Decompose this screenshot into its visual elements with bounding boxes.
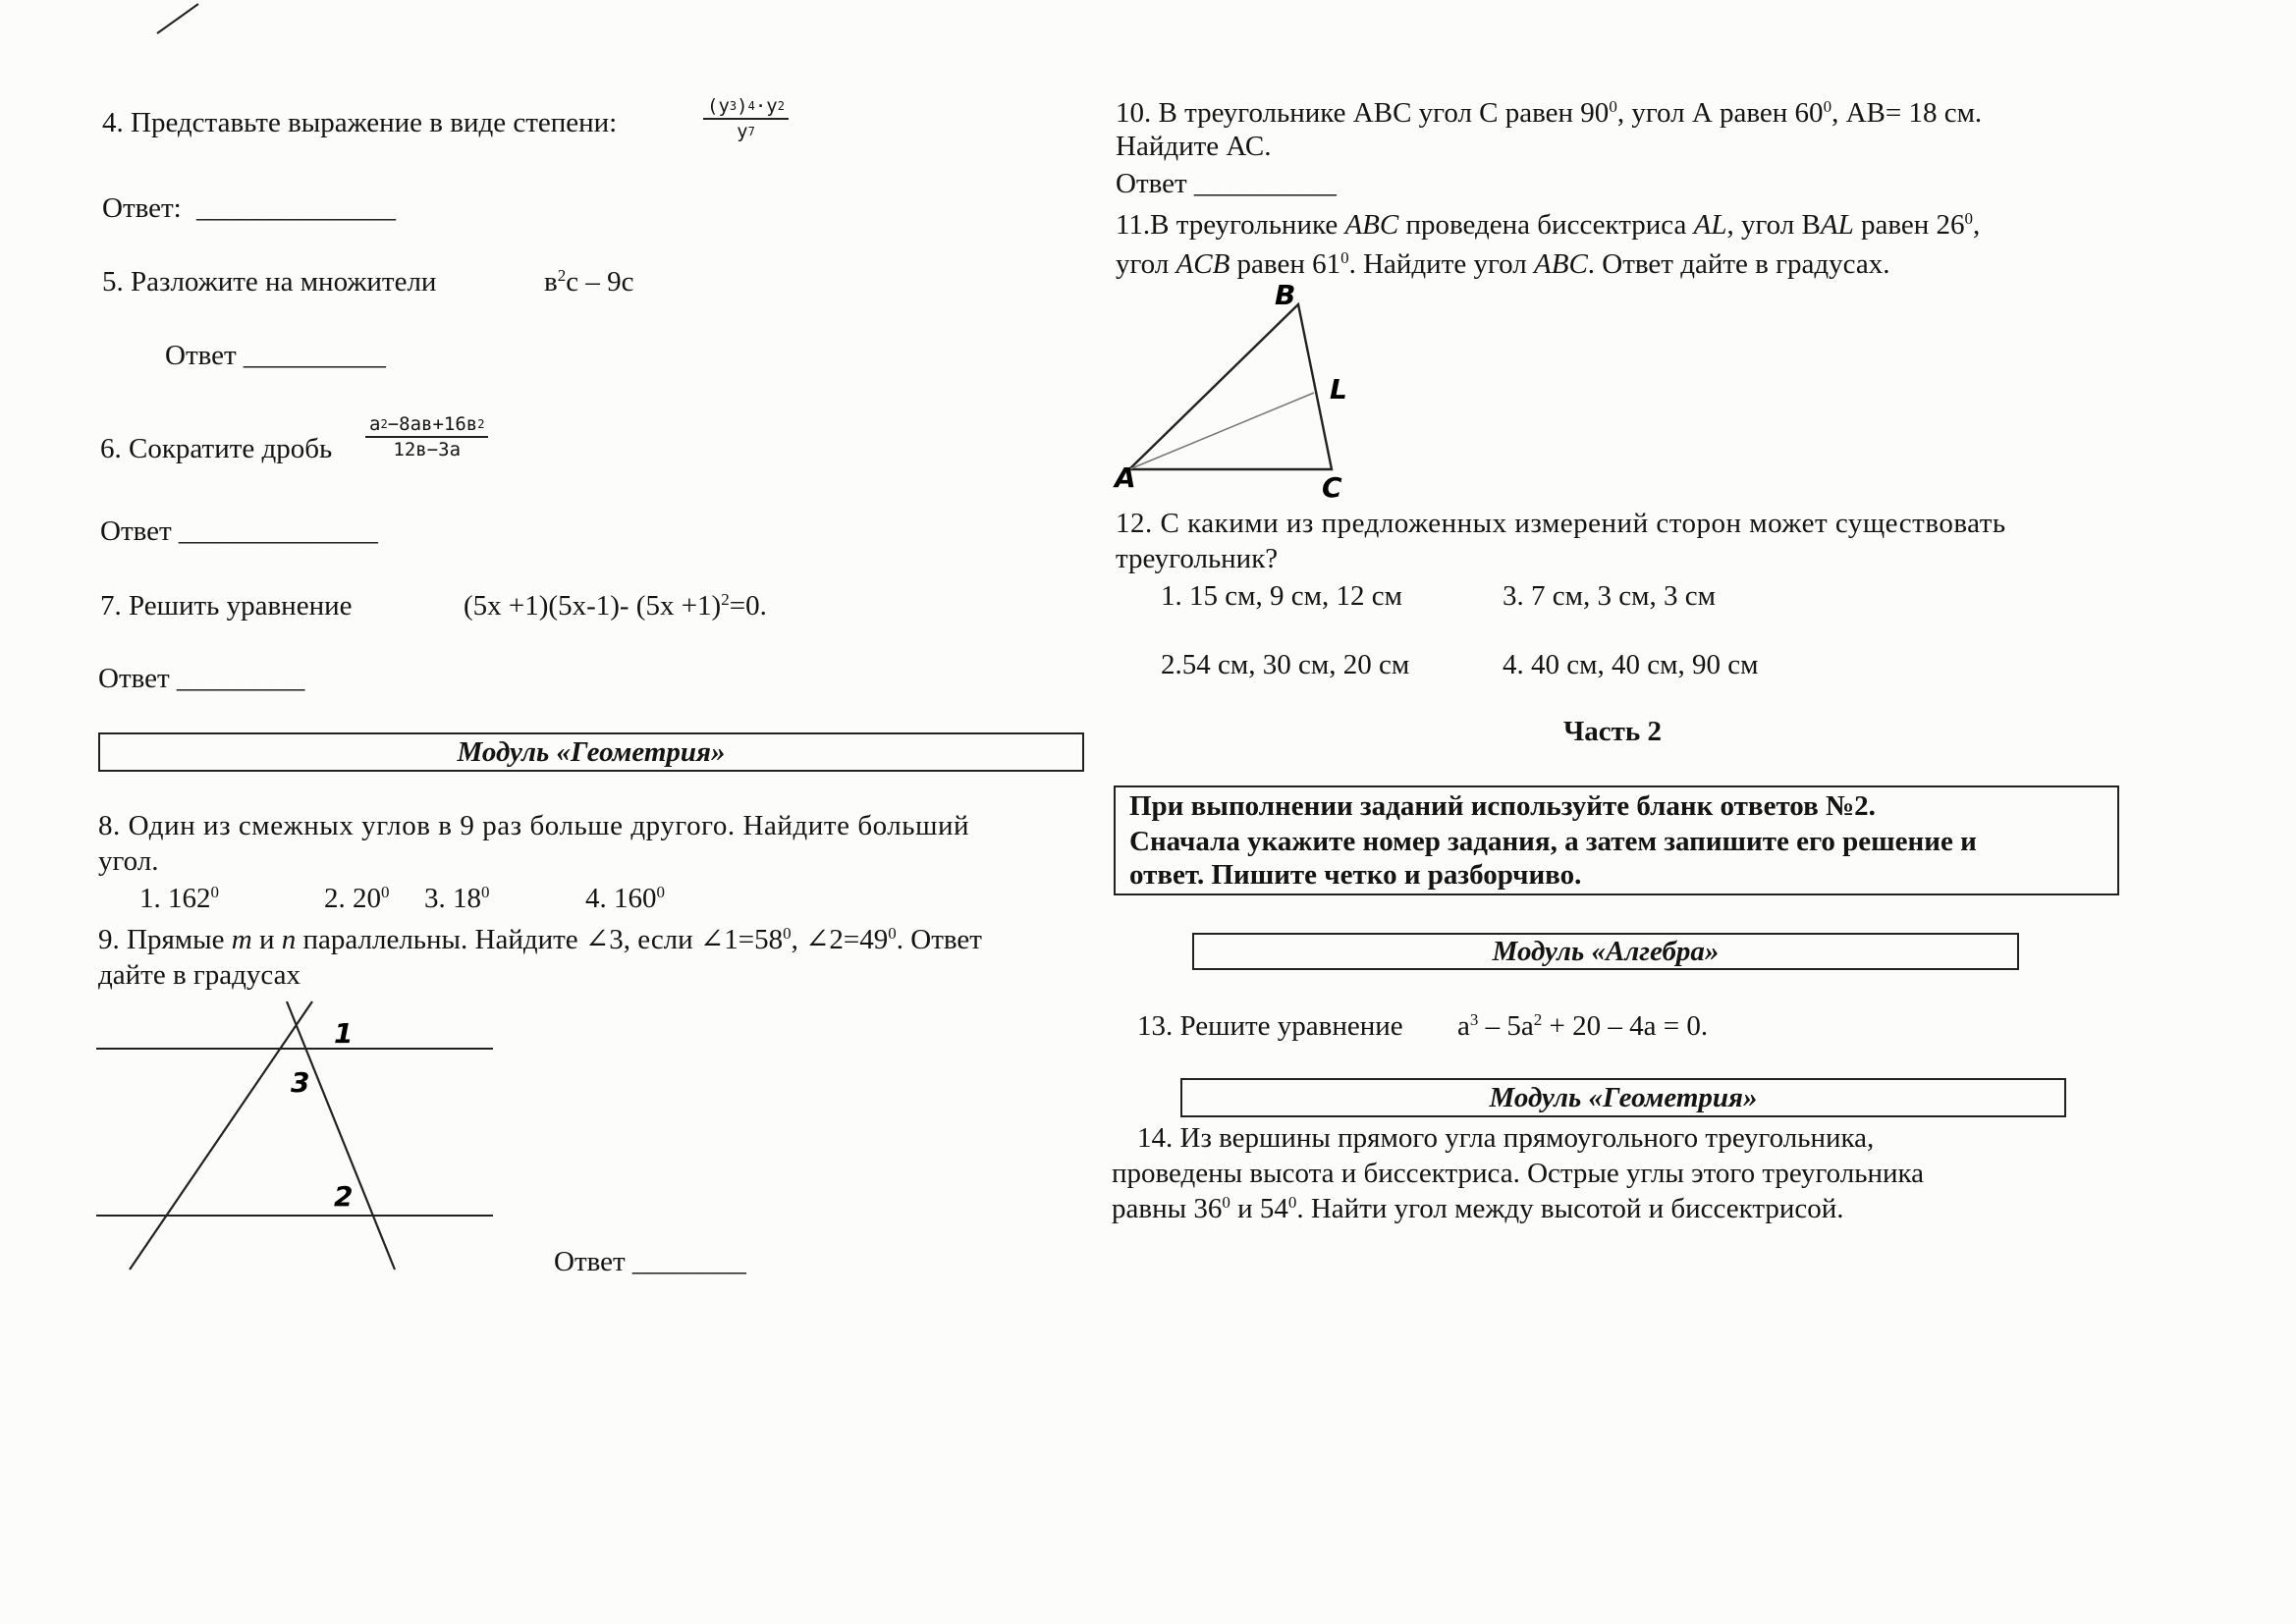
q10-text-line1: 10. В треугольнике АВС угол С равен $90^0$, угол А равен $60^0$, АВ= 18 см. bbox=[1116, 97, 1983, 129]
parallel-lines-figure bbox=[94, 992, 507, 1276]
q8-text-line2: угол. bbox=[98, 845, 159, 877]
q5-text: 5. Разложите на множители bbox=[102, 266, 437, 298]
transversal-left bbox=[130, 1001, 312, 1270]
q4-fraction: $\frac{(y^3)^4\cdot y^2}{y^7}$ bbox=[703, 94, 789, 143]
triangle-abc bbox=[1129, 304, 1332, 469]
q12-option-2[interactable]: 2.54 см, 30 см, 20 см bbox=[1161, 649, 1410, 680]
module-geometry-header-2 bbox=[1180, 1078, 2066, 1117]
q8-text-line1: 8. Один из смежных углов в 9 раз больше другого. Найдите больший bbox=[98, 810, 970, 841]
module-algebra-header bbox=[1192, 933, 2019, 970]
q12-option-4[interactable]: 4. 40 см, 40 см, 90 см bbox=[1503, 649, 1759, 680]
q8-option-3[interactable]: 3. $18^0$ bbox=[424, 883, 490, 914]
q11-text-line1: 11.В треугольнике ABC проведена биссектриса AL, угол ВAL равен $26^0$, bbox=[1116, 209, 1981, 241]
q12-option-1[interactable]: 1. 15 см, 9 см, 12 см bbox=[1161, 580, 1402, 612]
q4-answer-label: Ответ: bbox=[102, 192, 182, 224]
q9-text-line1: 9. Прямые m и n параллельны. Найдите ∠3, если $\angle 1=58^0$, $\angle 2=49^0$. Ответ bbox=[98, 924, 982, 955]
q14-text-line1: 14. Из вершины прямого угла прямоугольного треугольника, bbox=[1137, 1122, 1875, 1154]
q12-text-line1: 12. С какими из предложенных измерений сторон может существовать bbox=[1116, 508, 2006, 539]
q12-option-3[interactable]: 3. 7 см, 3 см, 3 см bbox=[1503, 580, 1716, 612]
q4-text: 4. Представьте выражение в виде степени: bbox=[102, 107, 618, 138]
module-geometry-title-2: Модуль «Геометрия» bbox=[1489, 1082, 1758, 1113]
angle-label-3: 3 bbox=[291, 1066, 310, 1099]
q9-text-line2: дайте в градусах bbox=[98, 959, 301, 991]
q5-answer-field[interactable]: Ответ __________ bbox=[165, 340, 386, 371]
point-label-l: L bbox=[1330, 373, 1347, 406]
q6-fraction: $а^2-8ав+16в^2$ 12в−3а bbox=[365, 412, 488, 461]
q7-text: 7. Решить уравнение bbox=[100, 590, 353, 622]
instructions-box bbox=[1114, 785, 2119, 895]
q10-answer-field[interactable]: Ответ __________ bbox=[1116, 168, 1337, 199]
vertex-label-b: B bbox=[1275, 279, 1296, 311]
vertex-label-a: A bbox=[1115, 461, 1136, 494]
q13-text: 13. Решите уравнение bbox=[1137, 1010, 1403, 1042]
q10-text-line2: Найдите АС. bbox=[1116, 131, 1272, 162]
bisector-al bbox=[1129, 393, 1314, 469]
q6-text: 6. Сократите дробь bbox=[100, 433, 333, 464]
angle-label-2: 2 bbox=[334, 1180, 354, 1213]
instructions-line2: Сначала укажите номер задания, а затем запишите его решение и bbox=[1129, 826, 1977, 857]
q6-answer-field[interactable]: Ответ ______________ bbox=[100, 515, 378, 547]
module-algebra-title: Модуль «Алгебра» bbox=[1492, 936, 1720, 967]
q14-text-line2: проведены высота и биссектриса. Острые углы этого треугольника bbox=[1112, 1158, 1925, 1189]
q8-option-2[interactable]: 2. $20^0$ bbox=[324, 883, 390, 914]
instructions-line3: ответ. Пишите четко и разборчиво. bbox=[1129, 859, 1582, 891]
module-geometry-title: Модуль «Геометрия» bbox=[457, 736, 726, 768]
q11-text-line2: угол ACB равен $61^0$. Найдите угол ABC. Ответ дайте в градусах. bbox=[1116, 248, 1890, 280]
q7-answer-field[interactable]: Ответ _________ bbox=[98, 663, 305, 694]
q4-answer-field[interactable]: ______________ bbox=[196, 192, 396, 224]
q8-option-1[interactable]: 1. $162^0$ bbox=[139, 883, 219, 914]
q7-equation: (5х +1)(5х-1)- $(5х +1)^2=0$. bbox=[464, 590, 767, 622]
part-2-heading: Часть 2 bbox=[1563, 716, 1662, 747]
module-geometry-header bbox=[98, 732, 1084, 772]
q5-expression: $в^2с - 9с$ bbox=[544, 266, 634, 298]
q12-text-line2: треугольник? bbox=[1116, 543, 1279, 574]
angle-label-1: 1 bbox=[334, 1017, 354, 1050]
q8-option-4[interactable]: 4. $160^0$ bbox=[585, 883, 665, 914]
q9-answer-field[interactable]: Ответ ________ bbox=[554, 1246, 746, 1277]
instructions-line1: При выполнении заданий используйте бланк ответов №2. bbox=[1129, 790, 1876, 822]
pen-mark bbox=[147, 0, 206, 39]
vertex-label-c: C bbox=[1322, 471, 1342, 504]
triangle-abc-figure bbox=[1110, 277, 1365, 503]
q14-text-line3: равны $36^0$ и $54^0$. Найти угол между высотой и биссектрисой. bbox=[1112, 1193, 1844, 1224]
q13-equation: $а^3 - 5а^2 + 20 - 4а = 0$. bbox=[1457, 1010, 1709, 1042]
